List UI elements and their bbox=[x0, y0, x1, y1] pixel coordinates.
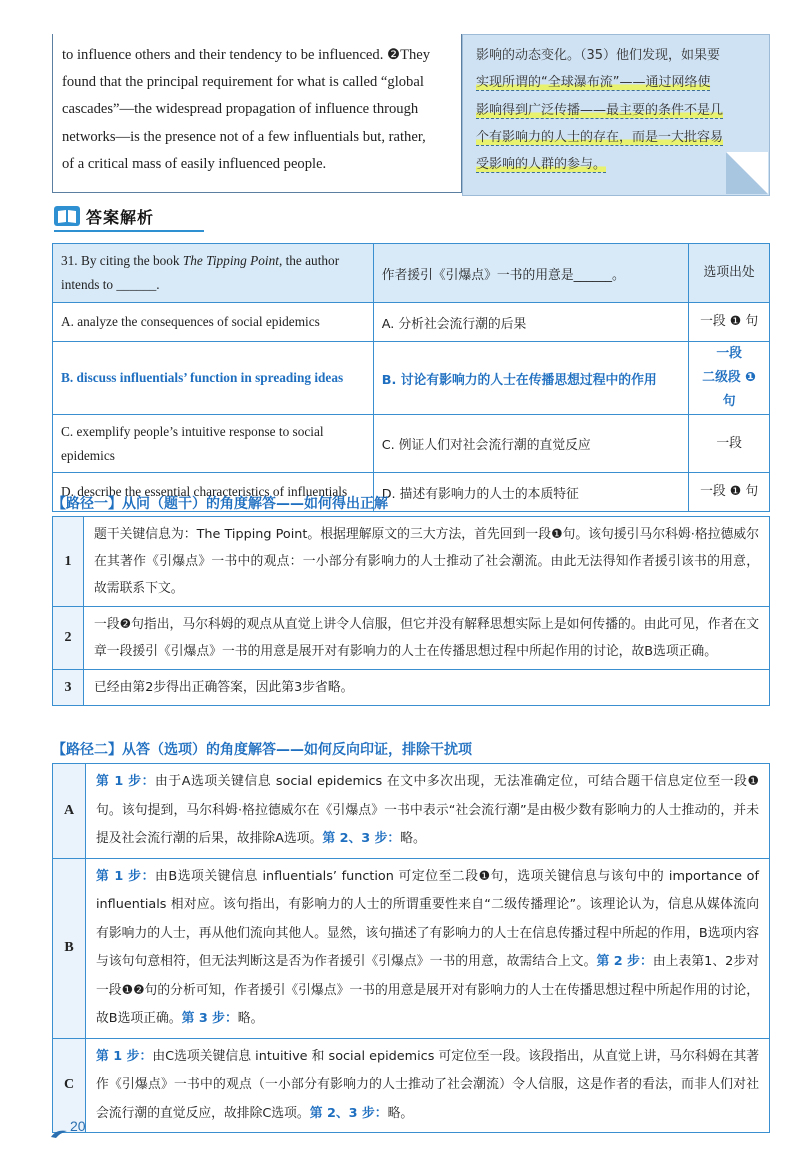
question-row bbox=[53, 244, 770, 303]
step-number: 3 bbox=[53, 670, 84, 706]
path2-steps bbox=[52, 763, 770, 1133]
path2-header: 【路径二】从答（选项）的角度解答——如何反向印证，排除干扰项 bbox=[52, 742, 472, 758]
option-source: 一段 二级段 ❶ 句 bbox=[689, 342, 770, 415]
option-analysis: 第 1 步：由于A选项关键信息 social epidemics 在文中多次出现，无法准确定位，可结合题干信息定位至一段❶句。该句提到，马尔科姆·格拉德威尔在《引爆点》一书中表示“社会流行潮”是由极少数有影响力的人士推动的，并未提及社会流行潮的后果，故排除A选项。第 2、3 步：略。 bbox=[86, 764, 770, 859]
option-label: A bbox=[53, 764, 86, 859]
question-stem: 31. By citing the book The Tipping Point, the author intends to ______. bbox=[53, 244, 374, 303]
passage-line: cascades”—the widespread propagation of influence through bbox=[62, 101, 419, 118]
section-underline bbox=[54, 230, 204, 232]
option-row-correct bbox=[53, 342, 770, 415]
step-text: 题干关键信息为：The Tipping Point。根据理解原文的三大方法，首先回到一段❶句。该句援引马尔科姆·格拉德威尔在其著作《引爆点》一书中的观点：一小部分有影响力的人士推动了社会潮流。由此无法得知作者援引该书的用意，故需联系下文。 bbox=[84, 517, 770, 607]
note-line-highlight: 影响得到广泛传播——最主要的条件不是几 bbox=[476, 102, 724, 118]
option-analysis: 第 1 步：由C选项关键信息 intuitive 和 social epidemics 可定位至一段。该段指出，从直觉上讲，马尔科姆在其著作《引爆点》一书中的观点（一小部分有影响力的人士推动了社会潮流）令人信服，这是作者的看法，而非人们对社会流行潮的直觉反应，故排除C选项。第 2、3 步：略。 bbox=[86, 1038, 770, 1133]
section-title: 答案解析 bbox=[86, 208, 155, 227]
option-analysis-row bbox=[53, 858, 770, 1038]
option-source: 一段 bbox=[689, 415, 770, 473]
step-text: 已经由第2步得出正确答案，因此第3步省略。 bbox=[84, 670, 770, 706]
step-number: 2 bbox=[53, 607, 84, 670]
option-analysis-row bbox=[53, 1038, 770, 1133]
passage-line: of a critical mass of easily influenced people. bbox=[62, 155, 327, 172]
note-line bbox=[476, 151, 762, 178]
passage-line: networks—is the presence not of a few influentials but, rather, bbox=[62, 128, 426, 145]
option-source: 一段 ❶ 句 bbox=[689, 303, 770, 342]
step-row bbox=[53, 670, 770, 706]
passage-line: found that the principal requirement for what is called “global bbox=[62, 74, 424, 91]
option-cn: D. 描述有影响力的人士的本质特征 bbox=[373, 473, 689, 512]
option-cn: A. 分析社会流行潮的后果 bbox=[373, 303, 689, 342]
note-line-highlight: 受影响的人群的参与。 bbox=[476, 157, 607, 173]
note-line: 影响的动态变化。（35）他们发现，如果要 bbox=[476, 48, 721, 63]
option-label: C bbox=[53, 1038, 86, 1133]
option-en: D. describe the essential characteristics of influentials bbox=[53, 473, 374, 512]
note-line bbox=[476, 69, 762, 96]
option-cn: B. 讨论有影响力的人士在传播思想过程中的作用 bbox=[373, 342, 689, 415]
option-label: B bbox=[53, 858, 86, 1038]
option-analysis-row bbox=[53, 764, 770, 859]
note-line bbox=[476, 97, 762, 124]
step-row bbox=[53, 517, 770, 607]
option-en: B. discuss influentials’ function in spreading ideas bbox=[53, 342, 374, 415]
step-text: 一段❷句指出，马尔科姆的观点从直觉上讲令人信服，但它并没有解释思想实际上是如何传播的。由此可见，作者在文章一段援引《引爆点》一书的用意是展开对有影响力的人士在传播思想过程中所起作用的讨论，故B选项正确。 bbox=[84, 607, 770, 670]
translation-text bbox=[476, 42, 762, 178]
option-cn: C. 例证人们对社会流行潮的直觉反应 bbox=[373, 415, 689, 473]
option-row bbox=[53, 415, 770, 473]
note-line-highlight: 个有影响力的人士的存在，而是一大批容易 bbox=[476, 129, 724, 145]
option-source: 一段 ❶ 句 bbox=[689, 473, 770, 512]
option-analysis: 第 1 步：由B选项关键信息 influentials’ function 可定位至二段❶句，选项关键信息与该句中的 importance of influentials 相对应。该句指出，有影响力的人士的所谓重要性来自“二级传播理论”。该理论认为，信息从媒体流向有影响力的人士，再从他们流向其他人。显然，该句描述了有影响力的人士在信息传播过程中所起的作用，B选项内容与该句句意相符，但无法判断这是否为作者援引《引爆点》一书的用意，故需结合上文。第 2 步：由上表第1、2步对一段❶❷句的分析可知，作者援引《引爆点》一书的用意是展开对有影响力的人士在传播思想过程中所起作用的讨论，故B选项正确。第 3 步：略。 bbox=[86, 858, 770, 1038]
path1-header: 【路径一】从问（题干）的角度解答——如何得出正解 bbox=[52, 496, 388, 512]
option-row bbox=[53, 303, 770, 342]
source-header: 选项出处 bbox=[689, 244, 770, 303]
option-en: C. exemplify people’s intuitive response to social epidemics bbox=[53, 415, 374, 473]
book-icon bbox=[54, 206, 80, 226]
path1-steps bbox=[52, 516, 770, 706]
option-en: A. analyze the consequences of social epidemics bbox=[53, 303, 374, 342]
passage-line: to influence others and their tendency to be influenced. ❷They bbox=[62, 47, 431, 63]
note-line-highlight: 实现所谓的“全球瀑布流”——通过网络使 bbox=[476, 75, 711, 91]
page-number-icon bbox=[50, 1124, 68, 1134]
question-table bbox=[52, 243, 770, 512]
step-number: 1 bbox=[53, 517, 84, 607]
note-line bbox=[476, 124, 762, 151]
question-stem-cn: 作者援引《引爆点》一书的用意是______。 bbox=[373, 244, 689, 303]
step-row bbox=[53, 607, 770, 670]
page-number: 20 bbox=[70, 1118, 86, 1134]
passage-text bbox=[62, 42, 454, 178]
